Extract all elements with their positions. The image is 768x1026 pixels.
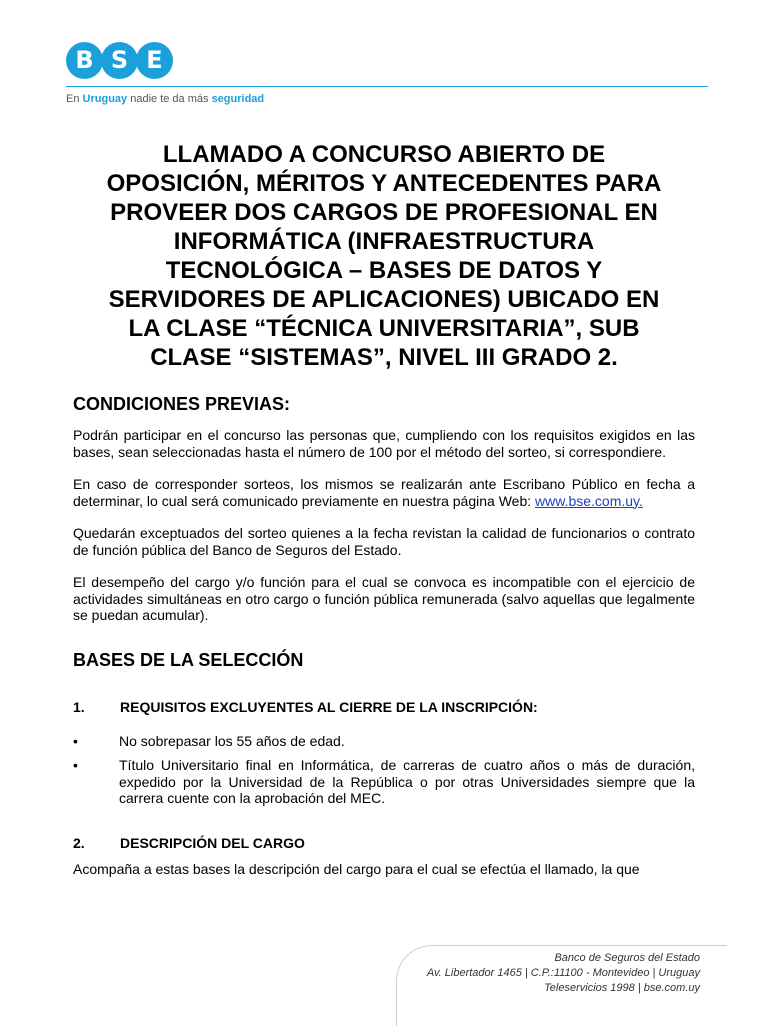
tagline-prefix: En [66, 93, 80, 105]
bullet-icon: • [73, 757, 78, 773]
title-line: PROVEER DOS CARGOS DE PROFESIONAL EN [110, 199, 658, 226]
section-2-title: DESCRIPCIÓN DEL CARGO [120, 834, 305, 851]
website-link[interactable]: www.bse.com.uy. [535, 492, 643, 509]
conditions-paragraph-4: El desempeño del cargo y/o función para el cual se convoca es incompatible con el ejercicio de actividades simultáneas en otro cargo o función pública remunerada (salvo aquellas que legalmente se puedan acumular). [73, 574, 695, 623]
section-2-heading [73, 835, 695, 851]
conditions-paragraph-2 [73, 476, 695, 509]
logo-letter-b: B [66, 42, 103, 79]
document-title [70, 140, 698, 372]
title-line: INFORMÁTICA (INFRAESTRUCTURA [173, 228, 595, 255]
tagline-country: Uruguay [82, 93, 128, 105]
conditions-paragraph-3: Quedarán exceptuados del sorteo quienes a la fecha revistan la calidad de funcionarios o contrato de función pública del Banco de Seguros del Estado. [73, 525, 695, 558]
document-body [73, 394, 695, 893]
list-item [73, 733, 695, 750]
logo-letter-e: E [136, 42, 173, 79]
requirement-text: No sobrepasar los 55 años de edad. [119, 732, 345, 749]
title-line: TECNOLÓGICA – BASES DE DATOS Y [165, 257, 603, 284]
list-item [73, 757, 695, 807]
bases-heading: BASES DE LA SELECCIÓN [73, 649, 304, 670]
conditions-paragraph-1: Podrán participar en el concurso las personas que, cumpliendo con los requisitos exigidos en las bases, sean seleccionadas hasta el número de 100 por el método del sorteo, si correspondiere. [73, 427, 695, 460]
section-1-title: REQUISITOS EXCLUYENTES AL CIERRE DE LA INSCRIPCIÓN: [120, 698, 538, 715]
section-2-number: 2. [73, 834, 85, 851]
bullet-icon: • [73, 732, 78, 749]
title-line: SERVIDORES DE APLICACIONES) UBICADO EN [108, 286, 660, 313]
bse-logo [66, 42, 171, 79]
footer-line-2: Av. Libertador 1465 | C.P.:11100 - Montevideo | Uruguay [426, 967, 700, 979]
header-divider [66, 86, 708, 87]
requirement-text: Título Universitario final en Informática, de carreras de cuatro años o más de duración, expedido por la Universidad de la República o por otras Universidades siempre que la carrera cuente con la aprobación del MEC. [119, 757, 695, 806]
footer-line-1: Banco de Seguros del Estado [554, 952, 700, 964]
section-1-heading [73, 699, 695, 715]
conditions-paragraph-2-text: En caso de corresponder sorteos, los mismos se realizarán ante Escribano Público en fecha a determinar, lo cual será comunicado previamente en nuestra página Web: [73, 476, 695, 509]
footer-address [427, 951, 700, 996]
title-line: CLASE “SISTEMAS”, NIVEL III GRADO 2. [150, 344, 618, 371]
title-line: LA CLASE “TÉCNICA UNIVERSITARIA”, SUB [128, 315, 640, 342]
footer-line-3: Teleservicios 1998 | bse.com.uy [544, 982, 700, 994]
logo-letter-s: S [101, 42, 138, 79]
conditions-heading: CONDICIONES PREVIAS: [73, 394, 291, 414]
tagline-end: seguridad [211, 93, 265, 105]
section-1-number: 1. [73, 698, 85, 715]
tagline [66, 93, 264, 105]
section-2-text: Acompaña a estas bases la descripción del cargo para el cual se efectúa el llamado, la que [73, 860, 640, 877]
title-line: OPOSICIÓN, MÉRITOS Y ANTECEDENTES PARA [106, 170, 662, 197]
tagline-middle: nadie te da más [130, 93, 209, 105]
requirements-list [73, 733, 695, 807]
title-line: LLAMADO A CONCURSO ABIERTO DE [162, 141, 606, 168]
